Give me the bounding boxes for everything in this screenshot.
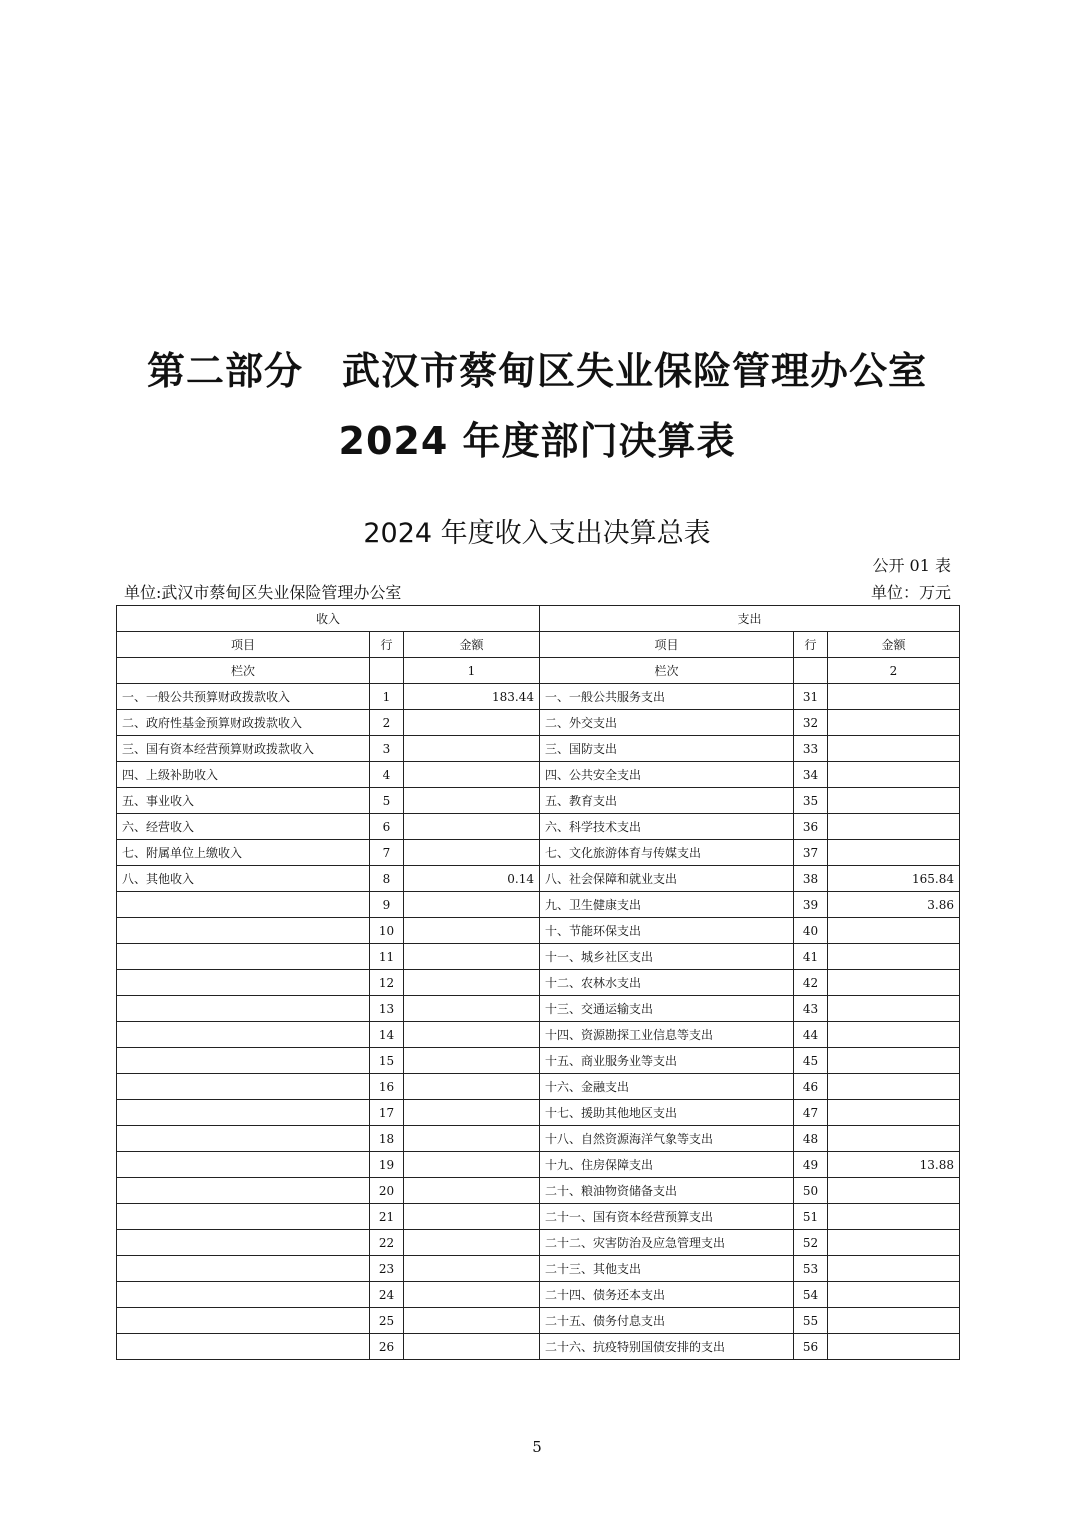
income-amount-cell	[404, 1256, 540, 1282]
income-line-cell: 10	[370, 918, 404, 944]
expense-item-cell: 二十四、债务还本支出	[540, 1282, 794, 1308]
expense-line-cell: 49	[794, 1152, 828, 1178]
income-amount-cell	[404, 1074, 540, 1100]
table-row	[117, 918, 960, 944]
expense-col-order-blank	[794, 658, 828, 684]
expense-amount-cell	[828, 1100, 960, 1126]
income-item-cell	[117, 1022, 370, 1048]
income-item-cell	[117, 1178, 370, 1204]
expense-amount-cell	[828, 918, 960, 944]
income-amount-cell	[404, 918, 540, 944]
expense-item-cell: 九、卫生健康支出	[540, 892, 794, 918]
income-amount-cell	[404, 1308, 540, 1334]
income-item-cell	[117, 996, 370, 1022]
income-line-cell: 23	[370, 1256, 404, 1282]
expense-amount-cell	[828, 788, 960, 814]
income-item-cell	[117, 1308, 370, 1334]
income-col-number: 1	[404, 658, 540, 684]
income-item-cell	[117, 1126, 370, 1152]
table-row	[117, 1178, 960, 1204]
expense-amount-cell: 165.84	[828, 866, 960, 892]
table-row	[117, 892, 960, 918]
expense-line-cell: 36	[794, 814, 828, 840]
table-row	[117, 1256, 960, 1282]
expense-item-cell: 十八、自然资源海洋气象等支出	[540, 1126, 794, 1152]
table-row	[117, 814, 960, 840]
income-amount-cell	[404, 944, 540, 970]
income-amount-cell	[404, 892, 540, 918]
table-row	[117, 1048, 960, 1074]
income-item-cell: 二、政府性基金预算财政拨款收入	[117, 710, 370, 736]
expense-line-cell: 37	[794, 840, 828, 866]
expense-item-cell: 二十、粮油物资储备支出	[540, 1178, 794, 1204]
table-row	[117, 788, 960, 814]
income-line-cell: 19	[370, 1152, 404, 1178]
income-line-cell: 18	[370, 1126, 404, 1152]
income-header: 收入	[117, 606, 540, 632]
income-amount-cell	[404, 1152, 540, 1178]
expense-item-cell: 二十二、灾害防治及应急管理支出	[540, 1230, 794, 1256]
income-line-cell: 20	[370, 1178, 404, 1204]
income-item-cell	[117, 970, 370, 996]
income-item-header: 项目	[117, 632, 370, 658]
expense-line-cell: 50	[794, 1178, 828, 1204]
expense-line-cell: 40	[794, 918, 828, 944]
income-line-cell: 7	[370, 840, 404, 866]
expense-line-cell: 34	[794, 762, 828, 788]
income-line-header: 行	[370, 632, 404, 658]
expense-amount-cell	[828, 944, 960, 970]
table-row	[117, 1022, 960, 1048]
income-item-cell	[117, 1282, 370, 1308]
expense-line-cell: 46	[794, 1074, 828, 1100]
expense-item-header: 项目	[540, 632, 794, 658]
income-item-cell	[117, 892, 370, 918]
expense-item-cell: 八、社会保障和就业支出	[540, 866, 794, 892]
income-line-cell: 24	[370, 1282, 404, 1308]
expense-col-number: 2	[828, 658, 960, 684]
income-line-cell: 6	[370, 814, 404, 840]
income-amount-cell	[404, 1100, 540, 1126]
expense-line-cell: 54	[794, 1282, 828, 1308]
expense-amount-cell	[828, 762, 960, 788]
income-line-cell: 8	[370, 866, 404, 892]
income-line-cell: 16	[370, 1074, 404, 1100]
expense-item-cell: 二十三、其他支出	[540, 1256, 794, 1282]
income-amount-cell: 0.14	[404, 866, 540, 892]
income-item-cell	[117, 1204, 370, 1230]
table-row	[117, 996, 960, 1022]
income-item-cell: 七、附属单位上缴收入	[117, 840, 370, 866]
income-col-order: 栏次	[117, 658, 370, 684]
income-amount-cell	[404, 710, 540, 736]
expense-amount-cell	[828, 1256, 960, 1282]
income-item-cell	[117, 1074, 370, 1100]
income-item-cell	[117, 918, 370, 944]
expense-amount-cell	[828, 710, 960, 736]
expense-item-cell: 十六、金融支出	[540, 1074, 794, 1100]
income-line-cell: 9	[370, 892, 404, 918]
income-item-cell	[117, 944, 370, 970]
expense-item-cell: 十三、交通运输支出	[540, 996, 794, 1022]
income-amount-cell	[404, 1126, 540, 1152]
expense-line-cell: 38	[794, 866, 828, 892]
expense-item-cell: 十一、城乡社区支出	[540, 944, 794, 970]
expense-line-cell: 39	[794, 892, 828, 918]
income-line-cell: 17	[370, 1100, 404, 1126]
income-line-cell: 5	[370, 788, 404, 814]
income-item-cell: 六、经营收入	[117, 814, 370, 840]
income-item-cell	[117, 1230, 370, 1256]
income-amount-cell	[404, 1022, 540, 1048]
income-amount-cell	[404, 1204, 540, 1230]
expense-item-cell: 十二、农林水支出	[540, 970, 794, 996]
expense-amount-cell: 3.86	[828, 892, 960, 918]
expense-amount-cell	[828, 1048, 960, 1074]
income-line-cell: 11	[370, 944, 404, 970]
table-row	[117, 1204, 960, 1230]
expense-amount-cell	[828, 1282, 960, 1308]
form-code: 公开 01 表	[872, 556, 951, 575]
table-row	[117, 944, 960, 970]
page-number: 5	[532, 1438, 542, 1456]
table-row	[117, 840, 960, 866]
income-amount-cell	[404, 840, 540, 866]
table-row	[117, 1152, 960, 1178]
income-line-cell: 21	[370, 1204, 404, 1230]
expense-item-cell: 三、国防支出	[540, 736, 794, 762]
expense-amount-cell	[828, 996, 960, 1022]
income-line-cell: 14	[370, 1022, 404, 1048]
expense-item-cell: 七、文化旅游体育与传媒支出	[540, 840, 794, 866]
expense-item-cell: 五、教育支出	[540, 788, 794, 814]
income-line-cell: 25	[370, 1308, 404, 1334]
income-line-cell: 15	[370, 1048, 404, 1074]
income-item-cell: 五、事业收入	[117, 788, 370, 814]
expense-line-cell: 32	[794, 710, 828, 736]
expense-amount-cell	[828, 1334, 960, 1360]
table-row	[117, 970, 960, 996]
income-line-cell: 1	[370, 684, 404, 710]
table-row	[117, 866, 960, 892]
expense-line-cell: 56	[794, 1334, 828, 1360]
expense-item-cell: 十五、商业服务业等支出	[540, 1048, 794, 1074]
table-row	[117, 762, 960, 788]
expense-amount-cell	[828, 1204, 960, 1230]
expense-item-cell: 一、一般公共服务支出	[540, 684, 794, 710]
expense-line-cell: 33	[794, 736, 828, 762]
expense-line-cell: 55	[794, 1308, 828, 1334]
income-line-cell: 12	[370, 970, 404, 996]
income-amount-cell	[404, 996, 540, 1022]
income-item-cell: 一、一般公共预算财政拨款收入	[117, 684, 370, 710]
expense-header: 支出	[540, 606, 960, 632]
income-line-cell: 13	[370, 996, 404, 1022]
income-line-cell: 2	[370, 710, 404, 736]
column-order-row	[117, 658, 960, 684]
table-row	[117, 710, 960, 736]
expense-item-cell: 四、公共安全支出	[540, 762, 794, 788]
table-row	[117, 1230, 960, 1256]
document-subtitle: 2024 年度部门决算表	[338, 419, 736, 463]
expense-amount-cell	[828, 840, 960, 866]
expense-amount-cell	[828, 1230, 960, 1256]
expense-item-cell: 二十五、债务付息支出	[540, 1308, 794, 1334]
expense-amount-cell	[828, 1074, 960, 1100]
expense-line-header: 行	[794, 632, 828, 658]
expense-amount-cell	[828, 736, 960, 762]
expense-line-cell: 53	[794, 1256, 828, 1282]
table-title: 2024 年度收入支出决算总表	[363, 518, 711, 549]
income-amount-cell	[404, 1282, 540, 1308]
income-item-cell: 三、国有资本经营预算财政拨款收入	[117, 736, 370, 762]
document-title: 第二部分 武汉市蔡甸区失业保险管理办公室	[146, 349, 927, 393]
table-row	[117, 1074, 960, 1100]
expense-amount-cell	[828, 1022, 960, 1048]
expense-item-cell: 二十六、抗疫特别国债安排的支出	[540, 1334, 794, 1360]
expense-item-cell: 六、科学技术支出	[540, 814, 794, 840]
expense-item-cell: 十、节能环保支出	[540, 918, 794, 944]
income-item-cell	[117, 1100, 370, 1126]
table-row	[117, 684, 960, 710]
expense-amount-cell	[828, 814, 960, 840]
table-row	[117, 736, 960, 762]
income-amount-cell	[404, 1230, 540, 1256]
income-item-cell: 八、其他收入	[117, 866, 370, 892]
expense-amount-cell	[828, 1178, 960, 1204]
expense-item-cell: 二十一、国有资本经营预算支出	[540, 1204, 794, 1230]
table-row	[117, 1334, 960, 1360]
expense-line-cell: 48	[794, 1126, 828, 1152]
income-amount-cell: 183.44	[404, 684, 540, 710]
currency-unit: 单位：万元	[870, 583, 951, 602]
income-line-cell: 4	[370, 762, 404, 788]
expense-item-cell: 二、外交支出	[540, 710, 794, 736]
table-header-row	[117, 606, 960, 632]
income-amount-cell	[404, 1334, 540, 1360]
expense-amount-cell: 13.88	[828, 1152, 960, 1178]
expense-amount-cell	[828, 684, 960, 710]
expense-line-cell: 52	[794, 1230, 828, 1256]
income-col-order-blank	[370, 658, 404, 684]
income-amount-cell	[404, 762, 540, 788]
expense-line-cell: 51	[794, 1204, 828, 1230]
expense-line-cell: 35	[794, 788, 828, 814]
income-item-cell	[117, 1048, 370, 1074]
expense-amount-cell	[828, 1126, 960, 1152]
income-amount-cell	[404, 788, 540, 814]
income-amount-cell	[404, 1048, 540, 1074]
expense-item-cell: 十九、住房保障支出	[540, 1152, 794, 1178]
expense-amount-cell	[828, 970, 960, 996]
income-item-cell	[117, 1256, 370, 1282]
expense-line-cell: 47	[794, 1100, 828, 1126]
expense-amount-cell	[828, 1308, 960, 1334]
reporting-unit: 单位:武汉市蔡甸区失业保险管理办公室	[124, 583, 402, 602]
income-item-cell	[117, 1334, 370, 1360]
expense-line-cell: 43	[794, 996, 828, 1022]
table-row	[117, 1308, 960, 1334]
table-row	[117, 1100, 960, 1126]
income-amount-cell	[404, 1178, 540, 1204]
income-amount-cell	[404, 736, 540, 762]
table-row	[117, 1126, 960, 1152]
income-line-cell: 26	[370, 1334, 404, 1360]
table-row	[117, 1282, 960, 1308]
income-amount-cell	[404, 814, 540, 840]
column-header-row	[117, 632, 960, 658]
income-item-cell	[117, 1152, 370, 1178]
income-line-cell: 22	[370, 1230, 404, 1256]
income-item-cell: 四、上级补助收入	[117, 762, 370, 788]
income-amount-header: 金额	[404, 632, 540, 658]
expense-item-cell: 十四、资源勘探工业信息等支出	[540, 1022, 794, 1048]
income-amount-cell	[404, 970, 540, 996]
expense-line-cell: 45	[794, 1048, 828, 1074]
expense-line-cell: 42	[794, 970, 828, 996]
expense-line-cell: 31	[794, 684, 828, 710]
income-line-cell: 3	[370, 736, 404, 762]
expense-item-cell: 十七、援助其他地区支出	[540, 1100, 794, 1126]
income-expense-table	[116, 605, 960, 1360]
expense-line-cell: 41	[794, 944, 828, 970]
expense-col-order: 栏次	[540, 658, 794, 684]
expense-line-cell: 44	[794, 1022, 828, 1048]
expense-amount-header: 金额	[828, 632, 960, 658]
table-body	[117, 684, 960, 1360]
